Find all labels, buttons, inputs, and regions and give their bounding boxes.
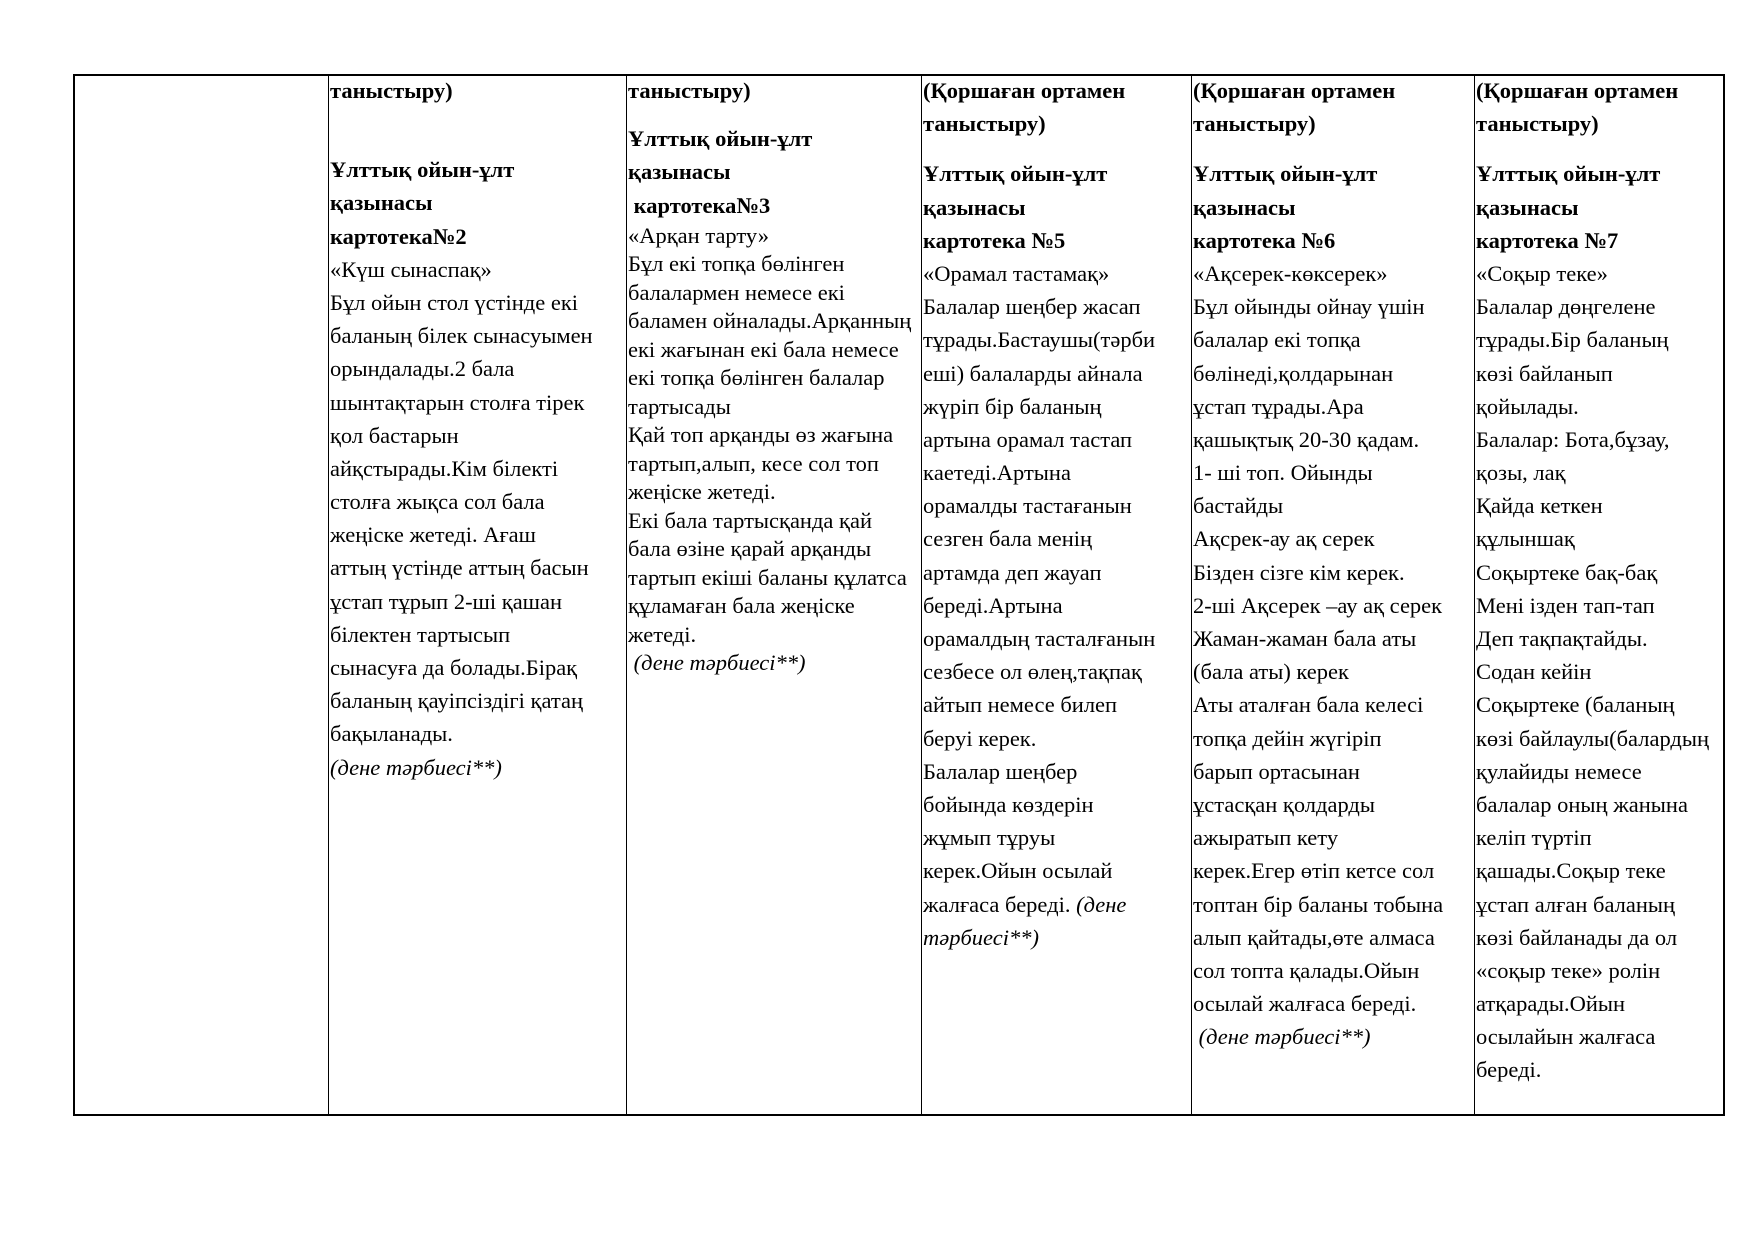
table-cell-card-3 — [626, 76, 921, 1114]
body-line: бастайды — [1193, 493, 1284, 519]
body-line: топтан бір баланы тобына — [1193, 891, 1444, 917]
body-line: ұстап тұрады.Ара — [1193, 393, 1364, 419]
body-line: тартып екіші баланы құлатса — [628, 564, 907, 590]
body-line: айтып немесе билеп — [923, 692, 1118, 718]
subject-note: (дене тәрбиесі**) — [330, 754, 502, 780]
body-text: жалғаса береді. — [923, 891, 1077, 917]
body-line: баланың білек сынасуымен — [330, 323, 593, 349]
body-line: Бізден сізге кім керек. — [1193, 559, 1405, 585]
game-card-number: картотека №5 — [923, 227, 1066, 253]
body-line: артына орамал тастап — [923, 426, 1133, 452]
cell-content — [1476, 77, 1725, 1087]
subject-label: таныстыру) — [1193, 111, 1316, 137]
body-line: Деп тақпақтайды. — [1476, 626, 1648, 651]
subject-label: таныстыру) — [628, 78, 751, 103]
game-title-line: Ұлттық ойын-ұлт — [1193, 161, 1378, 187]
game-card-number: картотека №6 — [1193, 227, 1336, 253]
body-line: Жаман-жаман бала аты — [1193, 626, 1417, 651]
body-line: балалар екі топқа — [1193, 327, 1361, 353]
subject-label: (Қоршаған ортамен — [1476, 78, 1679, 103]
body-line: 1- ші топ. Ойынды — [1193, 460, 1373, 486]
body-line: тұрады.Бастаушы(тәрби — [923, 327, 1156, 353]
body-line — [923, 888, 1191, 921]
body-line: беруі керек. — [923, 725, 1037, 751]
games-table — [73, 74, 1725, 1116]
body-line: Ақсрек-ау ақ серек — [1193, 526, 1375, 552]
body-line: береді. — [1476, 1057, 1542, 1083]
body-line: артамда деп жауап — [923, 559, 1102, 585]
body-line: бала өзіне қарай арқанды — [628, 536, 872, 562]
body-line: Мені ізден тап-тап — [1476, 592, 1655, 618]
body-line: атқарады.Ойын — [1476, 991, 1626, 1017]
game-title-line: қазынасы — [1193, 194, 1296, 220]
body-line: Балалар: Бота,бұзау, — [1476, 426, 1670, 452]
body-line: тартып,алып, кесе сол топ — [628, 450, 879, 476]
body-line: Қайда кеткен — [1476, 493, 1603, 519]
body-line: Соқыртеке (баланың — [1476, 692, 1675, 718]
body-line: 2-ші Ақсерек –ау ақ серек — [1193, 592, 1443, 618]
subject-label: таныстыру) — [1476, 111, 1599, 137]
body-line: қашықтық 20-30 қадам. — [1193, 426, 1420, 452]
subject-note: (дене — [1076, 891, 1127, 917]
body-line: ұстап тұрып 2-ші қашан — [330, 588, 563, 614]
body-line: жетеді. — [628, 621, 697, 647]
body-line: баламен ойналады.Арқанның — [628, 308, 912, 334]
cell-content — [330, 77, 626, 784]
body-line: Балалар дөңгелене — [1476, 294, 1656, 320]
body-line: береді.Артына — [923, 592, 1063, 618]
subject-label: таныстыру) — [923, 111, 1046, 137]
body-line: бақыланады. — [330, 721, 453, 747]
table-cell-card-7 — [1474, 76, 1725, 1114]
body-line: сол топта қалады.Ойын — [1193, 957, 1420, 983]
body-line: жұмып тұруы — [923, 825, 1056, 851]
body-line: көзі байланып — [1476, 360, 1613, 386]
body-line: орындалады.2 бала — [330, 356, 515, 382]
body-line: орамалды тастағанын — [923, 493, 1132, 519]
body-line: аттың үстінде аттың басын — [330, 555, 589, 581]
body-line: қол бастарын — [330, 422, 459, 448]
body-line: Содан кейін — [1476, 659, 1592, 685]
body-line: ұстап алған баланың — [1476, 891, 1676, 917]
body-line: баланың қауіпсіздігі қатаң — [330, 688, 583, 714]
cell-content — [628, 77, 921, 678]
body-line: тұрады.Бір баланың — [1476, 327, 1669, 353]
body-line: Соқыртеке бақ-бақ — [1476, 559, 1658, 585]
body-line: Бұл екі топқа бөлінген — [628, 251, 845, 277]
body-line: Бұл ойын стол үстінде екі — [330, 289, 579, 315]
game-card-number: картотека№2 — [330, 223, 467, 249]
table-cell-card-6 — [1191, 76, 1474, 1114]
body-line: столға жықса сол бала — [330, 489, 545, 515]
game-title-line: қазынасы — [330, 190, 433, 216]
game-name: «Ақсерек-көксерек» — [1193, 260, 1388, 286]
body-line: екі жағынан екі бала немесе — [628, 336, 899, 362]
body-line: қозы, лақ — [1476, 460, 1566, 486]
body-line: Балалар шеңбер — [923, 758, 1078, 784]
subject-note: (дене тәрбиесі**) — [1193, 1024, 1371, 1050]
subject-note: (дене тәрбиесі**) — [628, 650, 806, 676]
game-name: «Арқан тарту» — [628, 222, 769, 248]
subject-label: таныстыру) — [330, 78, 453, 103]
body-line: алып қайтады,өте алмаса — [1193, 924, 1435, 950]
body-line: «соқыр теке» ролін — [1476, 957, 1661, 983]
body-line: екі топқа бөлінген балалар — [628, 365, 885, 391]
game-title-line: Ұлттық ойын-ұлт — [330, 157, 515, 183]
body-line: керек.Егер өтіп кетсе сол — [1193, 858, 1435, 884]
subject-label: (Қоршаған ортамен — [1193, 78, 1396, 103]
body-line: көзі байлаулы(балардың — [1476, 725, 1709, 751]
body-line: білектен тартысып — [330, 621, 511, 647]
body-line: осылайын жалғаса — [1476, 1024, 1656, 1050]
body-line: бөлінеді,қолдарынан — [1193, 360, 1394, 386]
body-line: еші) балаларды айнала — [923, 360, 1143, 386]
subject-label: (Қоршаған ортамен — [923, 78, 1126, 103]
game-title-line: қазынасы — [1476, 194, 1579, 220]
body-line: (бала аты) керек — [1193, 659, 1349, 685]
body-line: құлыншақ — [1476, 526, 1575, 552]
game-title-line: қазынасы — [923, 194, 1026, 220]
body-line: тартысады — [628, 393, 731, 419]
game-card-number: картотека№3 — [628, 192, 771, 218]
game-card-number: картотека №7 — [1476, 227, 1619, 253]
body-line: құламаған бала жеңіске — [628, 593, 855, 619]
body-line: жеңіске жетеді. Ағаш — [330, 522, 536, 548]
table-cell-card-5 — [921, 76, 1191, 1114]
body-line: шынтақтарын столға тірек — [330, 389, 585, 415]
table-cell-empty — [75, 76, 328, 1114]
body-line: қулайиды немесе — [1476, 758, 1642, 784]
body-line: сезбесе ол өлең,тақпақ — [923, 659, 1142, 685]
cell-content — [923, 77, 1191, 954]
body-line: Балалар шеңбер жасап — [923, 294, 1141, 320]
body-line: балалармен немесе екі — [628, 279, 845, 305]
body-line: көзі байланады да ол — [1476, 924, 1678, 950]
body-line: орамалдың тасталғанын — [923, 626, 1156, 651]
game-title-line: қазынасы — [628, 159, 731, 185]
body-line: ұстасқан қолдарды — [1193, 791, 1375, 817]
body-line: сынасуға да болады.Бірақ — [330, 655, 578, 680]
body-line: айқстырады.Кім білекті — [330, 455, 559, 481]
body-line: сезген бала менің — [923, 526, 1093, 552]
game-title-line: Ұлттық ойын-ұлт — [628, 126, 813, 152]
game-name: «Соқыр теке» — [1476, 260, 1608, 286]
body-line: топқа дейін жүгіріп — [1193, 725, 1382, 751]
subject-note: тәрбиесі**) — [923, 924, 1039, 950]
game-name: «Орамал тастамақ» — [923, 260, 1110, 286]
body-line: керек.Ойын осылай — [923, 858, 1113, 884]
cell-content — [1193, 77, 1474, 1053]
body-line: ажыратып кету — [1193, 825, 1339, 851]
body-line: қашады.Соқыр теке — [1476, 858, 1666, 884]
body-line: жеңіске жетеді. — [628, 479, 776, 505]
body-line: қойылады. — [1476, 393, 1579, 419]
game-title-line: Ұлттық ойын-ұлт — [923, 161, 1108, 187]
body-line: осылай жалғаса береді. — [1193, 991, 1417, 1017]
body-line: барып ортасынан — [1193, 758, 1360, 784]
body-line: Аты аталған бала келесі — [1193, 692, 1424, 718]
body-line: Екі бала тартысқанда қай — [628, 507, 872, 533]
body-line: Қай топ арқанды өз жағына — [628, 422, 894, 448]
body-line: келіп түртіп — [1476, 825, 1592, 851]
body-line: Бұл ойынды ойнау үшін — [1193, 294, 1425, 320]
body-line: балалар оның жанына — [1476, 791, 1688, 817]
table-cell-card-2 — [328, 76, 626, 1114]
body-line: кaетеді.Артына — [923, 460, 1071, 486]
game-title-line: Ұлттық ойын-ұлт — [1476, 161, 1661, 187]
body-line: бойында көздерін — [923, 791, 1094, 817]
body-line: жүріп бір баланың — [923, 393, 1102, 419]
game-name: «Күш сынаспақ» — [330, 256, 492, 282]
